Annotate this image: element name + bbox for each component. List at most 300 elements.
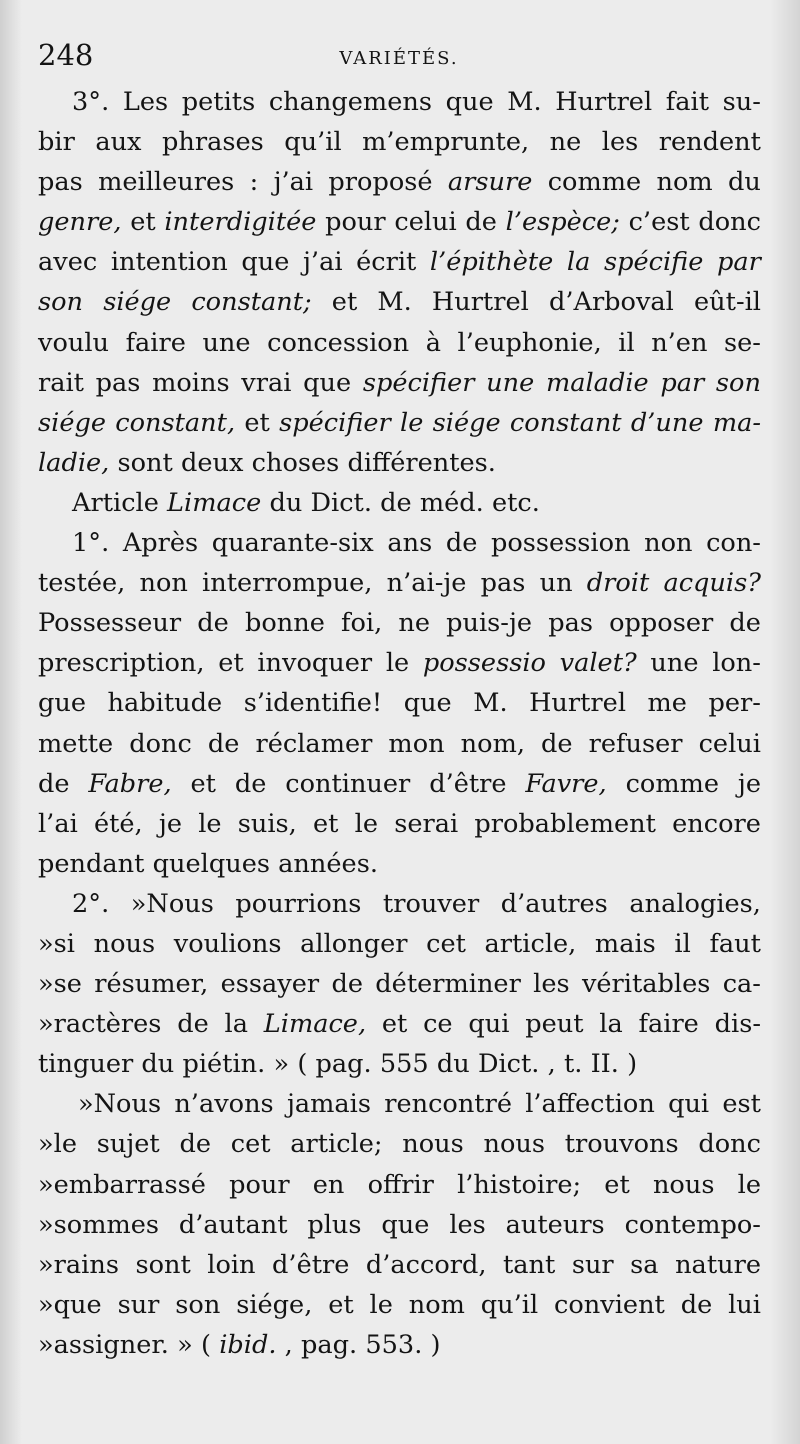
word: moins (152, 367, 230, 398)
word: de (331, 969, 363, 1000)
word: »ractères (38, 1009, 162, 1040)
word: et (331, 287, 358, 318)
word: sa (630, 1249, 659, 1280)
word: donc (129, 728, 192, 759)
word: »se (38, 969, 82, 1000)
word: nous (402, 1129, 464, 1160)
word: eût-il (694, 287, 761, 318)
word: spécifier (362, 367, 475, 398)
word: nom (656, 167, 713, 198)
word: nous (652, 1169, 715, 1200)
text-line (38, 122, 761, 162)
word: les (533, 969, 570, 1000)
word: M. (377, 287, 412, 318)
word: su- (722, 87, 761, 117)
word: plus (307, 1209, 362, 1240)
word: n’avons (174, 1089, 274, 1120)
word: voulu (38, 327, 110, 358)
word: nous (93, 928, 156, 959)
word: trouver (382, 888, 480, 919)
text-line (38, 1325, 761, 1365)
word: que (445, 87, 494, 117)
word: et (218, 648, 244, 679)
word: j’ai (273, 167, 314, 198)
word: déterminer (375, 969, 521, 1000)
word: résumer, (94, 969, 209, 1000)
word: Favre, (525, 768, 607, 799)
word: Les (122, 87, 169, 117)
word: comme (625, 768, 720, 799)
page-number: 248 (38, 38, 94, 72)
word: interdigitée (164, 207, 317, 238)
text-line (38, 82, 761, 122)
word: deux (180, 447, 244, 478)
word: » (273, 1049, 290, 1080)
word: la (566, 247, 591, 278)
word: piétin. (182, 1049, 266, 1080)
word: mette (38, 728, 114, 759)
word: essayer (220, 969, 320, 1000)
text-line (38, 563, 761, 603)
word: celui (698, 728, 761, 759)
word: , (547, 1049, 556, 1080)
word: bonne (244, 608, 325, 639)
text-line (38, 924, 761, 964)
word: n’ai-je (386, 568, 467, 599)
running-head: VARIÉTÉS. (339, 48, 459, 69)
word: de (380, 487, 412, 518)
word: M. (473, 688, 508, 719)
word: genre, (38, 207, 122, 238)
word: de (179, 1129, 211, 1160)
word: testée, (38, 568, 126, 599)
word: réclamer (255, 728, 373, 759)
word: tinguer (38, 1049, 134, 1080)
word: son (175, 1289, 221, 1320)
word: fait (665, 87, 709, 117)
word: du (436, 1049, 470, 1080)
word: refuser (588, 728, 683, 759)
word: du (141, 1049, 175, 1080)
word: per- (708, 688, 761, 719)
word: lon- (712, 648, 761, 679)
word: etc. (492, 487, 540, 518)
text-line (38, 1205, 761, 1245)
word: petits (181, 87, 256, 117)
word: Limace, (263, 1009, 367, 1040)
word: arsure (447, 167, 533, 198)
word: siége (103, 287, 172, 318)
word: que (381, 1209, 430, 1240)
word: tant (503, 1249, 556, 1280)
word: nom (408, 1289, 465, 1320)
word: II. (590, 1049, 619, 1080)
word: »sommes (38, 1209, 160, 1240)
word: faire (638, 1009, 699, 1040)
word: rendent (658, 127, 761, 158)
word: peut (525, 1009, 584, 1040)
text-line (38, 964, 761, 1004)
word: une (650, 648, 699, 679)
word: »assigner. (38, 1329, 169, 1360)
word: 553. (365, 1329, 423, 1360)
word: choses (251, 447, 340, 478)
word: une (486, 367, 535, 398)
word: loin (207, 1249, 256, 1280)
text-line (38, 483, 761, 523)
word: son (715, 367, 761, 398)
word: ) (627, 1049, 638, 1080)
text-line (38, 804, 761, 844)
text-line (38, 1245, 761, 1285)
word: pourrions (235, 888, 362, 919)
word: trouvons (564, 1129, 679, 1160)
word: ca- (722, 969, 761, 1000)
word: de (207, 728, 240, 759)
word: d’accord, (365, 1249, 487, 1280)
word: ( (201, 1329, 211, 1360)
word: foi, (341, 608, 383, 639)
word: Fabre, (88, 768, 172, 799)
word: véritables (581, 969, 711, 1000)
word: la (224, 1009, 248, 1040)
word: analogies, (629, 888, 761, 919)
word: son (38, 287, 84, 318)
text-line (38, 724, 761, 764)
word: un (539, 568, 573, 599)
word: 555 (379, 1049, 429, 1080)
word: aux (95, 127, 142, 158)
word: et (130, 207, 156, 238)
word: pas (548, 608, 593, 639)
word: qui (668, 1089, 710, 1120)
word: »Nous (130, 888, 214, 919)
word: ne (549, 127, 582, 158)
word: ladie, (38, 447, 110, 478)
word: habitude (107, 688, 223, 719)
word: l’histoire; (457, 1169, 582, 1200)
word: bir (38, 127, 75, 158)
text-line (38, 1124, 761, 1164)
word: Article (72, 487, 159, 518)
word: donc (698, 1129, 761, 1160)
word: s’identifie! (243, 688, 383, 719)
word: article, (484, 928, 577, 959)
word: écrit (356, 247, 417, 278)
word: d’être (429, 768, 507, 799)
word: le (400, 407, 424, 438)
text-line (38, 603, 761, 643)
word: possession (490, 528, 631, 559)
word: M. (507, 87, 542, 117)
word: et (313, 808, 339, 839)
word: méd. (419, 487, 484, 518)
word: serai (394, 808, 459, 839)
word: pag. (300, 1329, 358, 1360)
word: phrases (162, 127, 264, 158)
word: changemens (268, 87, 432, 117)
word: puis-je (446, 608, 533, 639)
word: ma- (712, 407, 761, 438)
text-line (38, 1084, 761, 1124)
word: Hurtrel (555, 87, 653, 117)
word: l’espèce; (505, 207, 620, 238)
word: encore (672, 808, 761, 839)
word: pour (229, 1169, 290, 1200)
word: »embarrassé (38, 1169, 206, 1200)
word: l’épithète (429, 247, 554, 278)
word: par (717, 247, 761, 278)
word: »Nous (78, 1089, 162, 1120)
word: quarante-six (211, 528, 374, 559)
word: ibid. (219, 1329, 277, 1360)
word: d’autant (178, 1209, 288, 1240)
word: années. (278, 848, 378, 879)
text-line (38, 1044, 761, 1084)
word: les (449, 1209, 486, 1240)
word: et (244, 407, 270, 438)
word: donc (698, 207, 761, 238)
word: dis- (714, 1009, 761, 1040)
word: ) (430, 1329, 441, 1360)
word: opposer (609, 608, 714, 639)
word: »le (38, 1129, 77, 1160)
word: siége, (236, 1289, 313, 1320)
text-line (38, 242, 761, 282)
word: qu’il (284, 127, 342, 158)
word: une (202, 327, 251, 358)
word: lui (728, 1289, 761, 1320)
word: pag. (315, 1049, 372, 1080)
body-text (38, 82, 761, 1365)
word: 3°. (72, 87, 110, 117)
word: meilleures (98, 167, 235, 198)
word: faut (709, 928, 761, 959)
word: mon (388, 728, 445, 759)
word: invoquer (257, 648, 373, 679)
word: ce (423, 1009, 453, 1040)
word: que (241, 247, 290, 278)
word: le (369, 1289, 393, 1320)
word: il (674, 928, 691, 959)
word: différentes. (347, 447, 496, 478)
word: Après (122, 528, 199, 559)
word: , (284, 1329, 293, 1360)
word: de (234, 768, 267, 799)
word: concession (267, 327, 410, 358)
word: que (403, 688, 452, 719)
word: non (644, 528, 693, 559)
word: intention (110, 247, 228, 278)
word: avec (38, 247, 98, 278)
word: siége (432, 407, 501, 438)
word: jamais (286, 1089, 371, 1120)
word: Dict. (477, 1049, 540, 1080)
word: de (445, 528, 478, 559)
word: Limace (167, 487, 262, 518)
word: siége (38, 407, 106, 438)
word: du (269, 487, 303, 518)
word: 1°. (72, 528, 110, 559)
text-line (38, 643, 761, 683)
word: Dict. (310, 487, 372, 518)
word: continuer (285, 768, 411, 799)
word: cet (230, 1129, 271, 1160)
word: c’est (628, 207, 690, 238)
word: nature (675, 1249, 761, 1280)
text-line (38, 884, 761, 924)
word: la (599, 1009, 623, 1040)
word: nous (483, 1129, 545, 1160)
text-line (38, 683, 761, 723)
word: probablement (474, 808, 656, 839)
word: faire (125, 327, 186, 358)
text-line (38, 443, 761, 483)
word: d’une (630, 407, 704, 438)
word: proposé (328, 167, 433, 198)
word: spécifier (279, 407, 391, 438)
text-line (38, 764, 761, 804)
word: pour (325, 207, 386, 238)
word: droit (586, 568, 650, 599)
word: pendant (38, 848, 145, 879)
text-line (38, 202, 761, 242)
page-header (38, 36, 760, 76)
word: le (198, 808, 222, 839)
word: du (728, 167, 761, 198)
word: d’être (272, 1249, 350, 1280)
word: m’emprunte, (362, 127, 530, 158)
word: vrai (241, 367, 292, 398)
text-line (38, 162, 761, 202)
word: est (722, 1089, 761, 1120)
word: ans (387, 528, 433, 559)
word: article; (290, 1129, 383, 1160)
word: t. (563, 1049, 583, 1080)
word: l’ai (38, 808, 78, 839)
word: quelques (152, 848, 270, 879)
word: Possesseur (38, 608, 182, 639)
word: maladie (545, 367, 649, 398)
word: pas (38, 167, 83, 198)
word: pas (95, 367, 141, 398)
word: sont (117, 447, 173, 478)
word: sont (135, 1249, 191, 1280)
text-line (38, 323, 761, 363)
word: en (312, 1169, 345, 1200)
text-line (38, 363, 761, 403)
word: par (660, 367, 705, 398)
word: d’Arboval (548, 287, 674, 318)
word: »que (38, 1289, 102, 1320)
word: : (249, 167, 259, 198)
word: Hurtrel (431, 287, 529, 318)
word: ne (398, 608, 430, 639)
word: qu’il (480, 1289, 539, 1320)
word: de (680, 1289, 713, 1320)
word: à (425, 327, 441, 358)
word: possessio (422, 648, 546, 679)
word: je (158, 808, 182, 839)
word: 2°. (72, 888, 110, 919)
word: n’en (651, 327, 708, 358)
word: constant, (115, 407, 236, 438)
word: l’euphonie, (457, 327, 602, 358)
text-line (38, 523, 761, 563)
word: constant; (191, 287, 312, 318)
word: et (604, 1169, 630, 1200)
word: con- (706, 528, 761, 559)
word: de (465, 207, 497, 238)
word: de (38, 768, 70, 799)
word: le (737, 1169, 761, 1200)
word: contempo- (624, 1209, 761, 1240)
text-line (38, 844, 761, 884)
word: sujet (96, 1129, 160, 1160)
word: valet? (559, 648, 637, 679)
word: comme (547, 167, 642, 198)
word: allonger (300, 928, 408, 959)
text-line (38, 403, 761, 443)
word: acquis? (663, 568, 761, 599)
word: nom, (460, 728, 525, 759)
word: mais (594, 928, 656, 959)
word: été, (93, 808, 143, 839)
word: convient (554, 1289, 665, 1320)
word: auteurs (505, 1209, 605, 1240)
word: de (729, 608, 761, 639)
word: spécifie (603, 247, 704, 278)
word: de (177, 1009, 209, 1040)
word: les (601, 127, 639, 158)
word: et (190, 768, 216, 799)
word: et (328, 1289, 354, 1320)
word: le (385, 648, 410, 679)
word: »rains (38, 1249, 119, 1280)
word: cet (426, 928, 466, 959)
word: rait (38, 367, 84, 398)
word: rencontré (384, 1089, 512, 1120)
word: interrompue, (202, 568, 373, 599)
word: non (139, 568, 188, 599)
word: de (541, 728, 573, 759)
word: ( (297, 1049, 308, 1080)
word: qui (468, 1009, 510, 1040)
text-line (38, 1165, 761, 1205)
word: celui (394, 207, 457, 238)
word: sur (117, 1289, 160, 1320)
word: me (647, 688, 687, 719)
word: l’affection (525, 1089, 655, 1120)
word: constant (509, 407, 622, 438)
word: et (381, 1009, 408, 1040)
word: » (177, 1329, 193, 1360)
word: de (197, 608, 229, 639)
word: que (303, 367, 352, 398)
word: d’autres (500, 888, 608, 919)
word: pas (480, 568, 526, 599)
text-line (38, 1004, 761, 1044)
text-line (38, 282, 761, 322)
text-line (38, 1285, 761, 1325)
word: je (737, 768, 761, 799)
word: j’ai (303, 247, 343, 278)
word: voulions (173, 928, 282, 959)
word: le (354, 808, 378, 839)
word: se- (723, 327, 761, 358)
word: il (618, 327, 635, 358)
word: offrir (367, 1169, 434, 1200)
